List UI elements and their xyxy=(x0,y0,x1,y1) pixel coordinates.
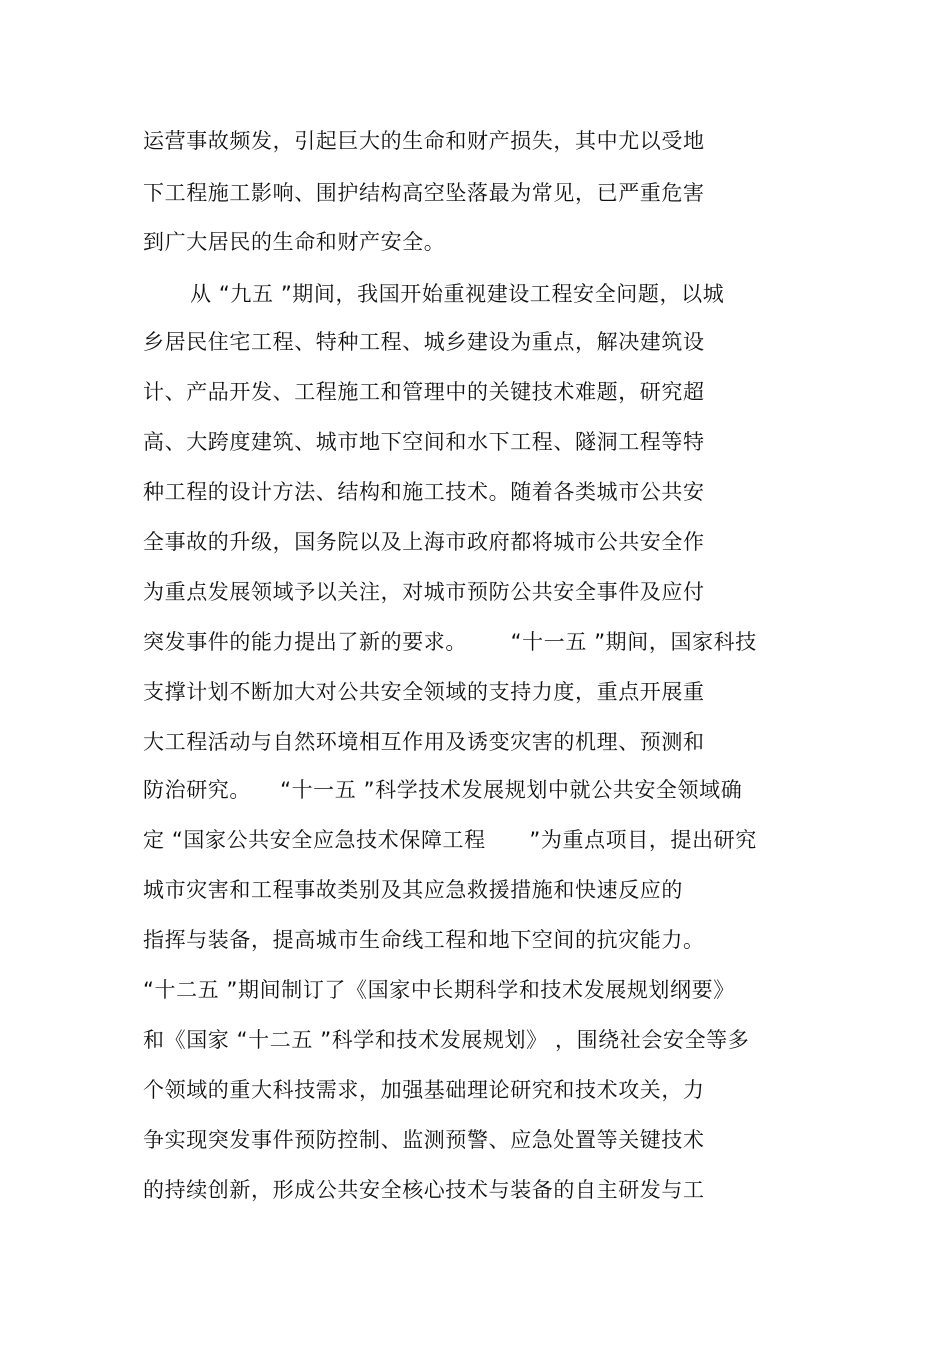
text-line: 和《国家 “十二五 ”科学和技术发展规划》 ，围绕社会安全等多 xyxy=(143,1028,750,1052)
text-line: 到广大居民的生命和财产安全。 xyxy=(143,230,446,254)
text-line: 下工程施工影响、围护结构高空坠落最为常见，已严重危害 xyxy=(143,181,705,205)
text-line: 运营事故频发，引起巨大的生命和财产损失，其中尤以受地 xyxy=(143,129,705,153)
text-line: 争实现突发事件预防控制、监测预警、应急处置等关键技术 xyxy=(143,1128,705,1152)
text-line: 高、大跨度建筑、城市地下空间和水下工程、隧洞工程等特 xyxy=(143,430,705,454)
text-line: 定 “国家公共安全应急技术保障工程 ”为重点项目，提出研究 xyxy=(143,828,757,852)
text-line: 从 “九五 ”期间，我国开始重视建设工程安全问题，以城 xyxy=(190,282,725,306)
text-line: 计、产品开发、工程施工和管理中的关键技术难题，研究超 xyxy=(143,380,705,404)
text-line: 的持续创新，形成公共安全核心技术与装备的自主研发与工 xyxy=(143,1178,705,1202)
text-line: 种工程的设计方法、结构和施工技术。随着各类城市公共安 xyxy=(143,480,705,504)
text-line: 个领域的重大科技需求，加强基础理论研究和技术攻关，力 xyxy=(143,1078,705,1102)
text-line: 大工程活动与自然环境相互作用及诱变灾害的机理、预测和 xyxy=(143,730,705,754)
text-line: 城市灾害和工程事故类别及其应急救援措施和快速反应的 xyxy=(143,878,683,902)
text-line: “十二五 ”期间制订了《国家中长期科学和技术发展规划纲要》 xyxy=(143,978,735,1002)
text-line: 突发事件的能力提出了新的要求。 “十一五 ”期间，国家科技 xyxy=(143,630,757,654)
text-line: 为重点发展领域予以关注，对城市预防公共安全事件及应付 xyxy=(143,580,705,604)
text-line: 乡居民住宅工程、特种工程、城乡建设为重点，解决建筑设 xyxy=(143,330,705,354)
text-line: 防治研究。 “十一五 ”科学技术发展规划中就公共安全领域确 xyxy=(143,778,743,802)
text-line: 指挥与装备，提高城市生命线工程和地下空间的抗灾能力。 xyxy=(143,928,705,952)
text-line: 支撑计划不断加大对公共安全领域的支持力度，重点开展重 xyxy=(143,680,705,704)
text-line: 全事故的升级，国务院以及上海市政府都将城市公共安全作 xyxy=(143,530,705,554)
